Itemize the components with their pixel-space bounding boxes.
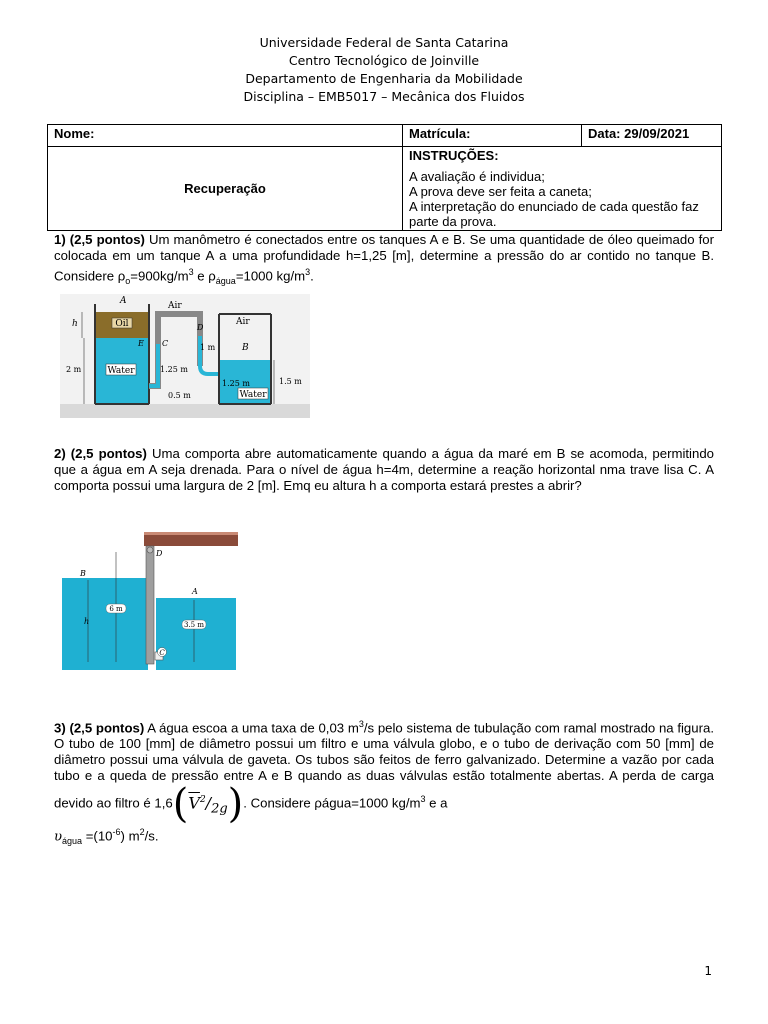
page-number: 1 [704,964,712,978]
label-a-water: A [192,587,198,596]
instruction-item: A avaliação é individua; [409,169,545,184]
label-b-water: B [80,569,86,578]
info-table [47,124,722,231]
q1-sup: 3 [305,267,311,277]
label-air-top: Air [168,301,182,311]
question-2 [54,446,714,494]
q1-text: Um manômetro é conectados entre os tanques A e B. Se uma quantidade de óleo queimado for colocada em um tanque A a uma profundidade h=1,25 [m], determine a pressão do ar contido no tanque B. Considere ρ [54,232,714,284]
q1-sup: 3 [188,267,194,277]
label-h-gate: h [84,617,90,626]
label-c-gate: C [159,649,165,657]
label-6m: 6 m [109,605,123,613]
label-c: C [162,339,169,348]
fraction-denominator: 2g [211,801,228,817]
q2-text: Uma comporta abre automaticamente quando a água da maré em B se acomoda, permitindo que a água em A seja drenada. Para o nível de água h=4m, determine a reação horizontal nma trave lisa C. A comporta possui uma largura de 2 [m]. Emq eu altura h a comporta estará prestes a abrir? [54,446,714,493]
label-water-right: Water [239,390,267,400]
paren-left: ( [172,781,189,828]
q3-sup: -6 [112,827,121,838]
label-d-gate: D [156,549,163,558]
q3-sup: 3 [358,719,364,729]
instructions-cell [403,147,722,231]
paren-right: ) [227,781,244,828]
nu-symbol: υ [54,829,63,845]
q1-text: e ρ [193,268,216,284]
instruction-item: A interpretação do enunciado de cada questão faz parte da prova. [409,199,699,229]
label-water-left: Water [107,366,135,376]
q3-text: /s. [144,828,159,844]
exam-type-label: Recuperação [184,181,266,196]
matricula-field: Matrícula: [403,125,582,147]
q3-text: ) m [120,828,140,844]
label-1m: 1 m [200,343,216,352]
course-name: Disciplina – EMB5017 – Mecânica dos Fluidos [243,89,525,104]
q1-text: . [310,268,314,284]
head-loss-fraction: $\overline{V}^2/_{2g}$ [188,792,228,817]
document-header [0,34,768,106]
q3-text: . Considere ρágua=1000 kg/m [243,795,421,811]
q3-sup: 3 [420,794,426,805]
q1-sub: o [125,276,131,287]
exam-type [48,147,403,231]
department-name: Departamento de Engenharia da Mobilidade [245,71,523,86]
label-15m: 1.5 m [279,377,302,386]
q3-text: /s pelo sistema de tubulação com ramal mostrado na figura. O tubo de 100 [mm] de diâmetro possui um filtro e uma válvula globo, e o tubo de derivação com 50 [mm] de diâmetro possui uma válvula de gaveta. Os tubos são feitos de ferro galvanizado. Determine a vazão por cada tubo e a queda de pressão entre A e B quando as duas válvulas estão totalmente abertas. A perda de carga devido ao filtro é 1,6 [54,720,714,811]
q3-text: e a [425,795,448,811]
label-a: A [120,296,127,306]
q3-sup: 2 [139,827,145,838]
question-3 [54,716,714,849]
q3-sub: água [62,836,83,847]
fraction-sup: 2 [199,794,206,805]
label-d: D [197,323,204,332]
label-air-right: Air [236,317,250,327]
question-2-number: 2) (2,5 pontos) [54,446,147,461]
center-name: Centro Tecnológico de Joinville [288,53,480,68]
question-3-number: 3) (2,5 pontos) [54,720,145,736]
q1-sub: água [215,276,236,287]
label-2m: 2 m [66,365,82,374]
instruction-item: A prova deve ser feita a caneta; [409,184,592,199]
label-h: h [72,319,78,329]
label-125a: 1.25 m [160,365,188,374]
question-1 [54,232,714,289]
q1-text: =900kg/m [130,268,189,284]
label-oil: Oil [115,319,129,329]
gate-figure [58,528,238,676]
question-1-number: 1) (2,5 pontos) [54,232,145,247]
label-125b: 1.25 m [222,379,250,388]
label-35m: 3.5 m [184,621,204,629]
q1-text: =1000 kg/m [235,268,306,284]
fraction-numerator: $\overline{V}$ [188,792,200,812]
q3-text: A água escoa a uma taxa de 0,03 m [144,720,359,736]
manometer-figure [60,294,310,418]
q3-text: =(10 [82,828,113,844]
name-field: Nome: [48,125,403,147]
instructions-title: INSTRUÇÕES: [409,148,499,163]
label-e: E [138,339,144,348]
date-field: Data: 29/09/2021 [582,125,722,147]
label-05m: 0.5 m [168,391,191,400]
university-name: Universidade Federal de Santa Catarina [259,35,509,50]
label-b: B [242,343,249,353]
